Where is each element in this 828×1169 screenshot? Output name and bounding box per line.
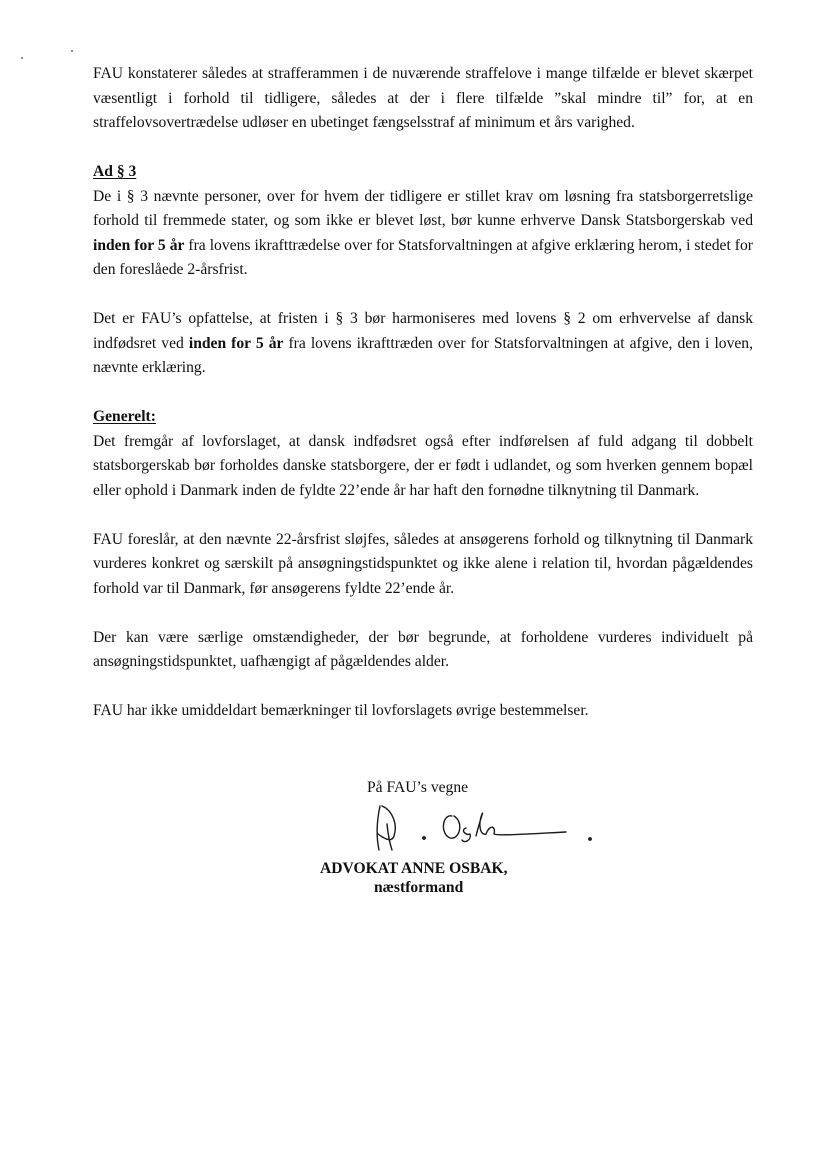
paragraph-no-further-remarks: FAU har ikke umiddeldart bemærkninger til lovforslagets øvrige bestemmelser.: [93, 702, 589, 719]
emphasis-5-years: inden for 5 år: [93, 236, 185, 254]
signer-name: ADVOKAT ANNE OSBAK,: [320, 860, 508, 877]
handwritten-signature: [368, 800, 608, 858]
letter-body: [93, 62, 753, 748]
paragraph-general-citizenship: Det fremgår af lovforslaget, at dansk indfødsret også efter indførelsen af fuld adgang til dobbelt statsborgerskab bør forholdes danske statsborgere, der er født i udlandet, og som hverken gennem bopæl eller ophold i Danmark inden de fyldte 22’ende år har haft den fornødne tilknytning til Danmark.: [93, 432, 753, 499]
paragraph-22-year-deadline: FAU foreslår, at den nævnte 22-årsfrist sløjfes, således at ansøgerens forhold og tilknytning til Danmark vurderes konkret og særskilt på ansøgningstidspunktet og ikke alene i relation til, hvordan pågældendes forhold var til Danmark, før ansøgerens fyldte 22’ende år.: [93, 530, 753, 597]
heading-ad-section-3: Ad § 3: [93, 163, 137, 180]
paragraph-penalty-frame: FAU konstaterer således at strafferammen i de nuværende straffelove i mange tilfælde er blevet skærpet væsentligt i forhold til tidligere, således at der i flere tilfælde ”skal mindre til” for, at en straffelovsovertrædelse udløser en ubetinget fængselsstraf af minimum et års varighed.: [93, 65, 753, 131]
emphasis-5-years: inden for 5 år: [188, 334, 284, 352]
paragraph-special-circumstances: Der kan være særlige omstændigheder, der bør begrunde, at forholdene vurderes individuelt på ansøgningstidspunktet, uafhængigt af pågældendes alder.: [93, 628, 753, 670]
heading-generelt: Generelt:: [93, 408, 156, 425]
paragraph-harmonize-deadline: Det er FAU’s opfattelse, at fristen i § 3 bør harmoniseres med lovens § 2 om erhvervelse af dansk indfødsret ved inden for 5 år fra lovens ikrafttræden over for Statsforvaltningen at afgive, den i loven, nævnte erklæring.: [93, 310, 753, 376]
scan-speck: [71, 50, 73, 52]
signer-title: næstformand: [374, 879, 464, 896]
paragraph-section-3-persons: De i § 3 nævnte personer, over for hvem der tidligere er stillet krav om løsning fra statsborgerretslige forhold til fremmede stater, og som ikke er blevet løst, bør kunne erhverve Dansk Statsborgerskab ved inden for 5 år fra lovens ikrafttrædelse over for Statsforvaltningen at afgive erklæring herom, i stedet for den foreslåede 2-årsfrist.: [93, 187, 753, 278]
closing-on-behalf: På FAU’s vegne: [367, 779, 469, 796]
scan-speck: [21, 57, 23, 59]
